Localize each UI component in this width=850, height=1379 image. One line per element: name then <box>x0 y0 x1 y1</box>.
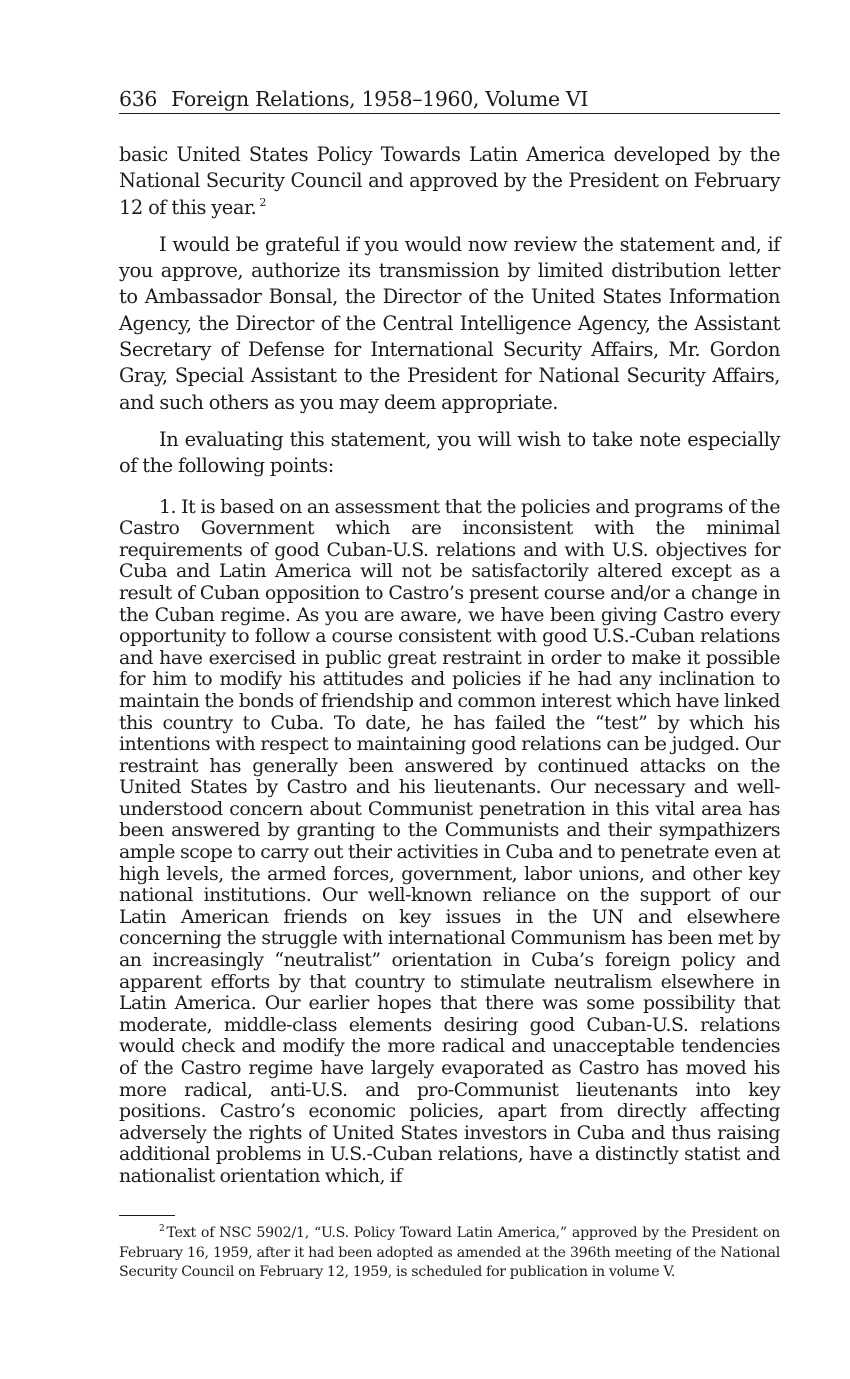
footnote-marker: 2 <box>159 1224 165 1234</box>
paragraph-3: In evaluating this statement, you will wish to take note especially of the following points: <box>119 427 780 478</box>
paragraph-1-text: basic United States Policy Towards Latin America developed by the National Security Council and approved by the President on February 12 of this year. <box>119 143 780 219</box>
page-content <box>119 86 780 1188</box>
volume-title: Foreign Relations, 1958–1960, Volume VI <box>171 87 589 111</box>
footnote <box>119 1224 780 1283</box>
paragraph-2: I would be grateful if you would now review the statement and, if you approve, authorize its transmission by limited distribution letter to Ambassador Bonsal, the Director of the United States Information Agency, the Director of the Central Intelligence Agency, the Assistant Secretary of Defense for International Security Affairs, Mr. Gordon Gray, Special Assistant to the President for National Security Affairs, and such others as you may deem appropriate. <box>119 232 780 414</box>
footnote-text: Text of NSC 5902/1, “U.S. Policy Toward Latin America,” approved by the President on February 16, 1959, after it had been adopted as amended at the 396th meeting of the National Security Council on February 12, 1959, is scheduled for publication in volume V. <box>119 1225 780 1281</box>
body-text <box>119 142 780 1188</box>
page-number: 636 <box>119 87 158 111</box>
footnote-divider <box>119 1215 175 1216</box>
paragraph-point-1: 1. It is based on an assessment that the policies and programs of the Castro Government which are inconsistent with the minimal requirements of good Cuban-U.S. relations and with U.S. objectives for Cuba and Latin America will not be satisfactorily altered except as a result of Cuban opposition to Castro’s present course and/or a change in the Cuban regime. As you are aware, we have been giving Castro every opportunity to follow a course consistent with good U.S.-Cuban relations and have exercised in public great restraint in order to make it possible for him to modify his attitudes and policies if he had any inclination to maintain the bonds of friendship and common interest which have linked this country to Cuba. To date, he has failed the “test” by which his intentions with respect to maintaining good relations can be judged. Our restraint has generally been answered by continued attacks on the United States by Castro and his lieutenants. Our necessary and well-understood concern about Communist penetration in this vital area has been answered by granting to the Communists and their sympathizers ample scope to carry out their activities in Cuba and to penetrate even at high levels, the armed forces, government, labor unions, and other key national institutions. Our well-known reliance on the support of our Latin American friends on key issues in the UN and elsewhere concerning the struggle with international Communism has been met by an increasingly “neutralist” orientation in Cuba’s foreign policy and apparent efforts by that country to stimulate neutralism elsewhere in Latin America. Our earlier hopes that there was some possibility that moderate, middle-class elements desiring good Cuban-U.S. relations would check and modify the more radical and unacceptable tendencies of the Castro regime have largely evaporated as Castro has moved his more radical, anti-U.S. and pro-Communist lieutenants into key positions. Castro’s economic policies, apart from directly affecting adversely the rights of United States investors in Cuba and thus raising additional problems in U.S.-Cuban relations, have a distinctly statist and nationalist orientation which, if <box>119 495 780 1187</box>
running-header <box>119 86 780 114</box>
footnote-reference[interactable]: 2 <box>259 195 266 209</box>
paragraph-1 <box>119 142 780 221</box>
